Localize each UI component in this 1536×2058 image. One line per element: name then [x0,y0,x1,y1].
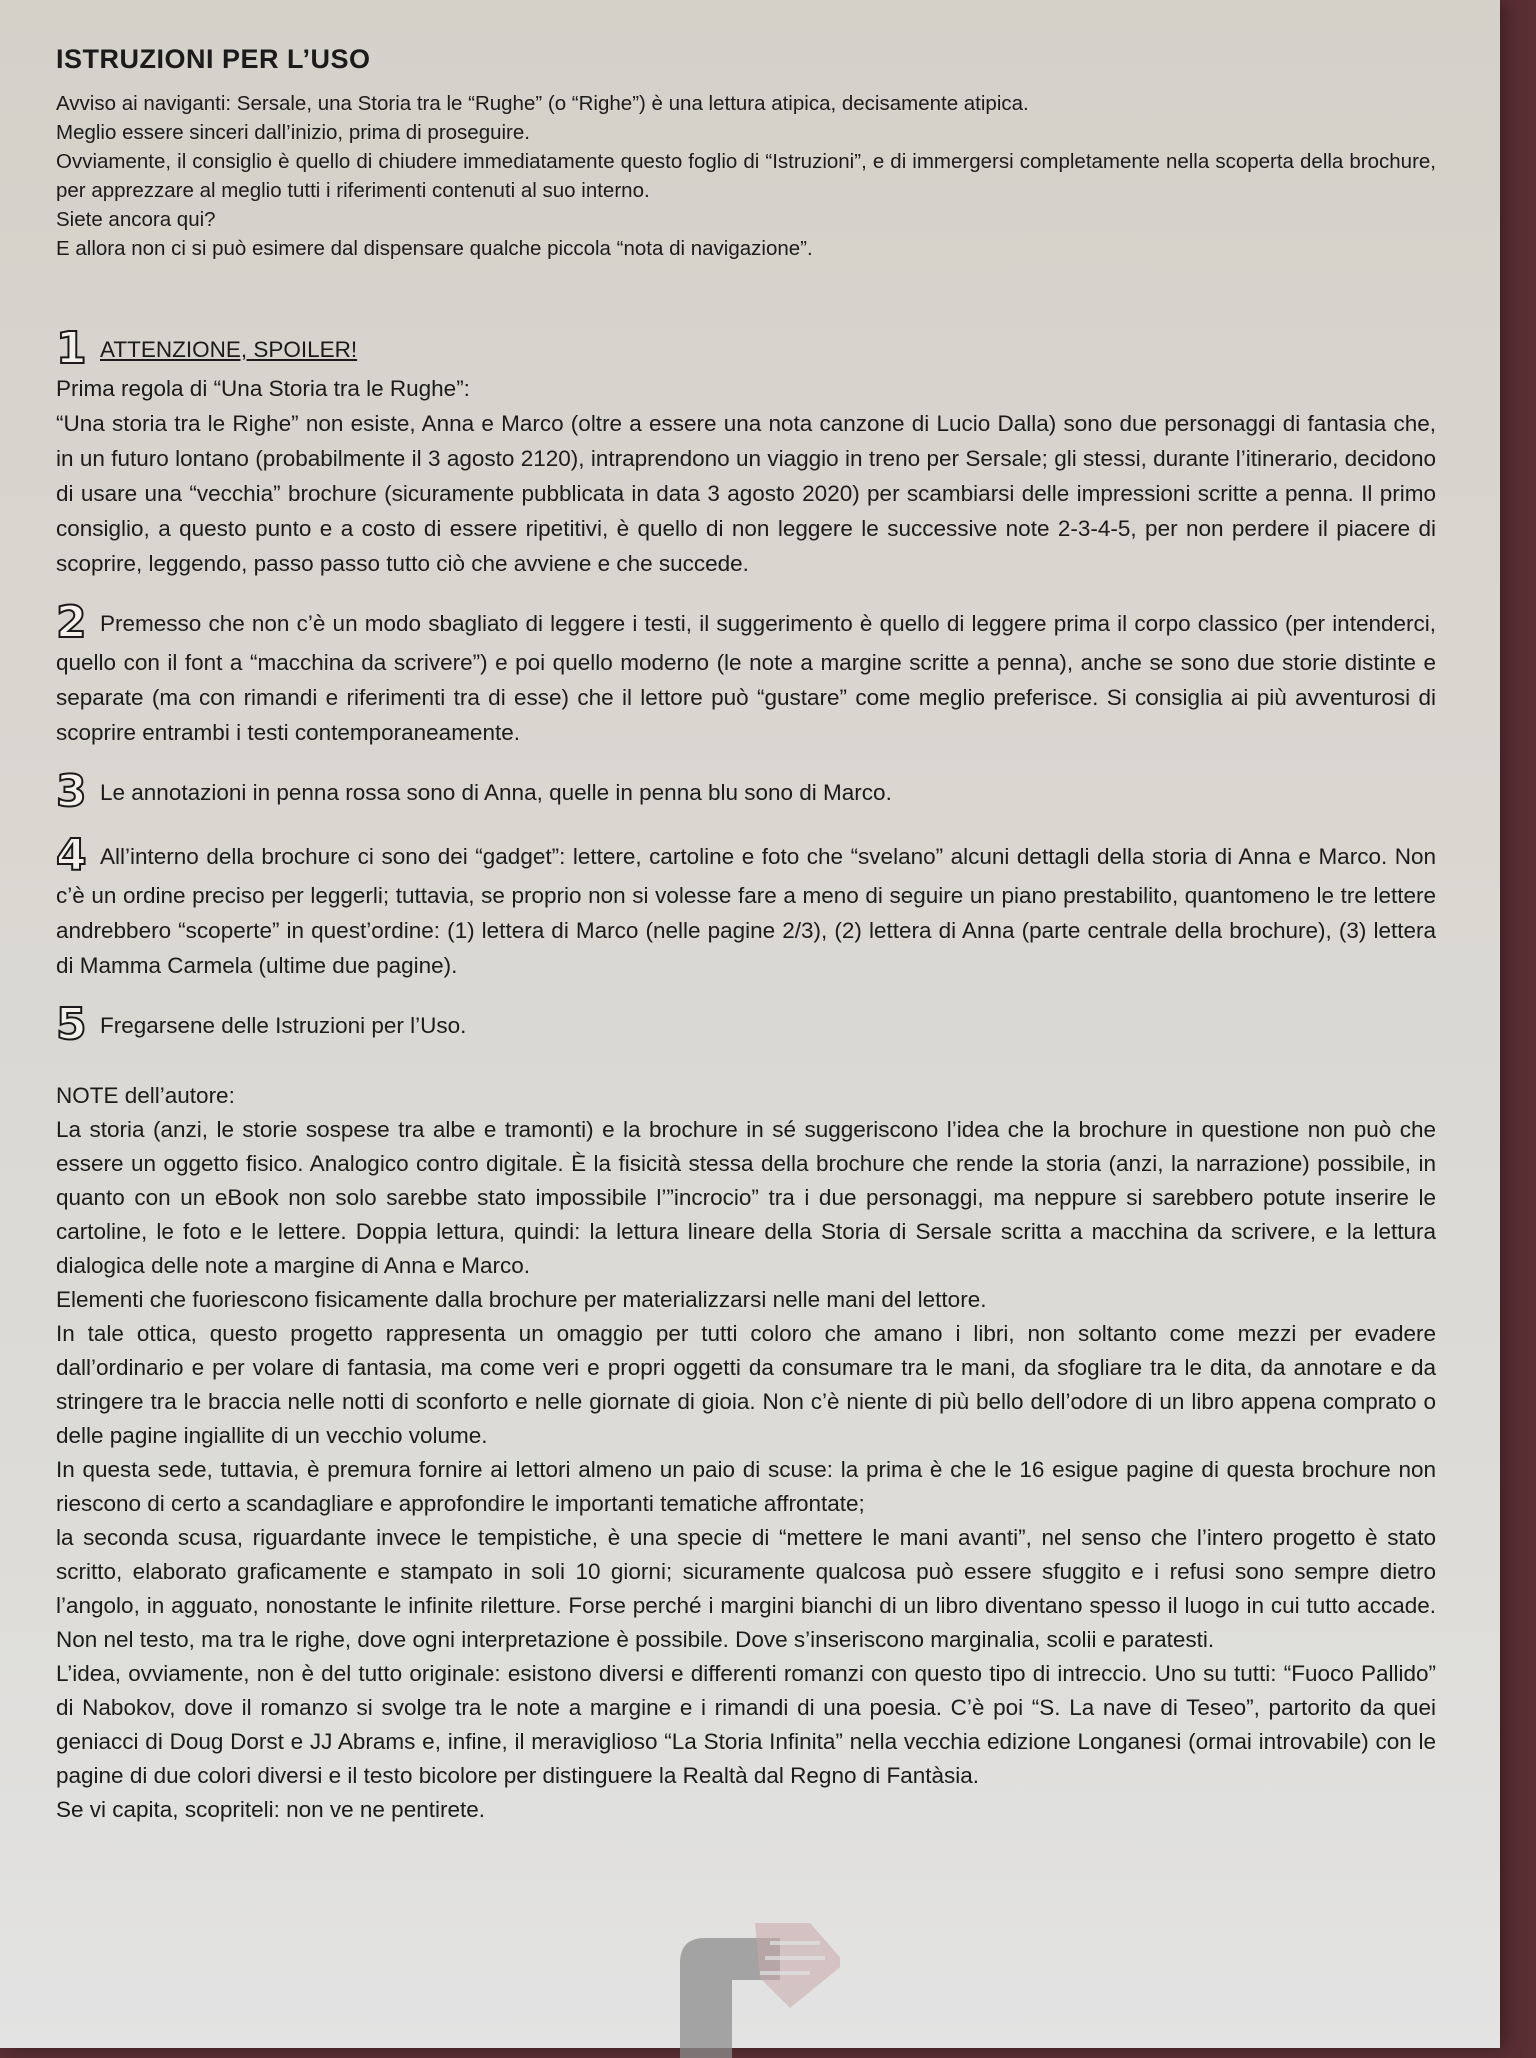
author-paragraph: la seconda scusa, riguardante invece le tempistiche, è una specie di “mettere le mani avanti”, nel senso che l’intero progetto è stato scritto, elaborato graficamente e stampato in soli 10 giorni; sicuramente qualcosa può essere sfuggito e i refusi sono sempre dietro l’angolo, in agguato, nonostante le infinite riletture. Forse perché i margini bianchi di un libro diventano spesso il luogo in cui tutto accade. Non nel testo, ma tra le righe, dove ogni interpretazione è possibile. Dove s’inseriscono marginalia, scolii e paratesti. [56,1525,1436,1652]
note-4-text: All’interno della brochure ci sono dei “gadget”: lettere, cartoline e foto che “svelano” alcuni dettagli della storia di Anna e Marco. Non c’è un ordine preciso per leggerli; tuttavia, se proprio non si volesse fare a meno di seguire un piano prestabilito, quantomeno le tre lettere andrebbero “scoperte” in quest’ordine: (1) lettera di Marco (nelle pagine 2/3), (2) lettera di Anna (parte centrale della brochure), (3) lettera di Mamma Carmela (ultime due pagine). [56,844,1436,978]
spoiler-heading: ATTENZIONE, SPOILER! [100,337,358,362]
note-1 [56,323,1436,581]
note-5 [56,999,1436,1050]
note-1-subheading: Prima regola di “Una Storia tra le Rughe”: [56,376,470,401]
intro-line: E allora non ci si può esimere dal dispensare qualche piccola “nota di navigazione”. [56,237,813,260]
publisher-logo-icon [660,1918,840,2058]
note-4 [56,830,1436,983]
intro-line: Siete ancora qui? [56,208,216,231]
number-1-icon: 1 [56,323,87,374]
note-1-text: “Una storia tra le Righe” non esiste, Anna e Marco (oltre a essere una nota canzone di Lucio Dalla) sono due personaggi di fantasia che, in un futuro lontano (probabilmente il 3 agosto 2120), intraprendono un viaggio in treno per Sersale; gli stessi, durante l’itinerario, decidono di usare una “vecchia” brochure (sicuramente pubblicata in data 3 agosto 2020) per scambiarsi delle impressioni scritte a penna. Il primo consiglio, a questo punto e a costo di essere ripetitivi, è quello di non leggere le successive note 2-3-4-5, per non perdere il piacere di scoprire, leggendo, passo passo tutto ciò che avviene e che succede. [56,411,1436,576]
intro-line: Avviso ai naviganti: Sersale, una Storia tra le “Rughe” (o “Righe”) è una lettura atipica, decisamente atipica. [56,92,1029,115]
author-notes [56,1079,1436,1827]
sheet-content [56,44,1436,1827]
navigation-notes [56,323,1436,1050]
note-5-text: Fregarsene delle Istruzioni per l’Uso. [100,1013,467,1038]
number-4-icon: 4 [56,830,87,881]
author-paragraph: Elementi che fuoriescono fisicamente dalla brochure per materializzarsi nelle mani del lettore. [56,1287,987,1312]
intro-line: Meglio essere sinceri dall’inizio, prima di proseguire. [56,121,530,144]
note-3 [56,766,1436,817]
number-5-icon: 5 [56,999,87,1050]
author-paragraph: In tale ottica, questo progetto rappresenta un omaggio per tutti coloro che amano i libri, non soltanto come mezzi per evadere dall’ordinario e per volare di fantasia, ma come veri e propri oggetti da consumare tra le mani, da sfogliare tra le dita, da annotare e da stringere tra le braccia nelle notti di sconforto e nelle giornate di gioia. Non c’è niente di più bello dell’odore di un libro appena comprato o delle pagine ingiallite di un vecchio volume. [56,1321,1436,1448]
number-3-icon: 3 [56,766,87,817]
note-2-text: Premesso che non c’è un modo sbagliato di leggere i testi, il suggerimento è quello di leggere prima il corpo classico (per intenderci, quello con il font a “macchina da scrivere”) e poi quello moderno (le note a margine scritte a penna), anche se sono due storie distinte e separate (ma con rimandi e riferimenti tra di esse) che il lettore può “gustare” come meglio preferisce. Si consiglia ai più avventurosi di scoprire entrambi i testi contemporaneamente. [56,611,1436,745]
note-3-text: Le annotazioni in penna rossa sono di Anna, quelle in penna blu sono di Marco. [100,780,892,805]
intro-section [56,89,1436,263]
author-notes-heading: NOTE dell’autore: [56,1083,235,1108]
page-title: ISTRUZIONI PER L’USO [56,44,371,74]
intro-line: Ovviamente, il consiglio è quello di chiudere immediatamente questo foglio di “Istruzioni”, e di immergersi completamente nella scoperta della brochure, per apprezzare al meglio tutti i riferimenti contenuti al suo interno. [56,150,1436,202]
author-paragraph: L’idea, ovviamente, non è del tutto originale: esistono diversi e differenti romanzi con questo tipo di intreccio. Uno su tutti: “Fuoco Pallido” di Nabokov, dove il romanzo si svolge tra le note a margine e i rimandi di una poesia. C’è poi “S. La nave di Teseo”, partorito da quei geniacci di Doug Dorst e JJ Abrams e, infine, il meraviglioso “La Storia Infinita” nella vecchia edizione Longanesi (ormai introvabile) con le pagine di due colori diversi e il testo bicolore per distinguere la Realtà dal Regno di Fantàsia. [56,1661,1436,1788]
author-paragraph: Se vi capita, scopriteli: non ve ne pentirete. [56,1797,485,1822]
author-paragraph: In questa sede, tuttavia, è premura fornire ai lettori almeno un paio di scuse: la prima è che le 16 esigue pagine di questa brochure non riescono di certo a scandagliare e approfondire le importanti tematiche affrontate; [56,1457,1436,1516]
author-paragraph: La storia (anzi, le storie sospese tra albe e tramonti) e la brochure in sé suggeriscono l’idea che la brochure in questione non può che essere un oggetto fisico. Analogico contro digitale. È la fisicità stessa della brochure che rende la storia (anzi, la narrazione) possibile, in quanto con un eBook non solo sarebbe stato impossibile l’”incrocio” tra i due personaggi, ma neppure si sarebbero potute inserire le cartoline, le foto e le lettere. Doppia lettura, quindi: la lettura lineare della Storia di Sersale scritta a macchina da scrivere, e la lettura dialogica delle note a margine di Anna e Marco. [56,1117,1436,1278]
note-2 [56,597,1436,750]
number-2-icon: 2 [56,597,87,648]
